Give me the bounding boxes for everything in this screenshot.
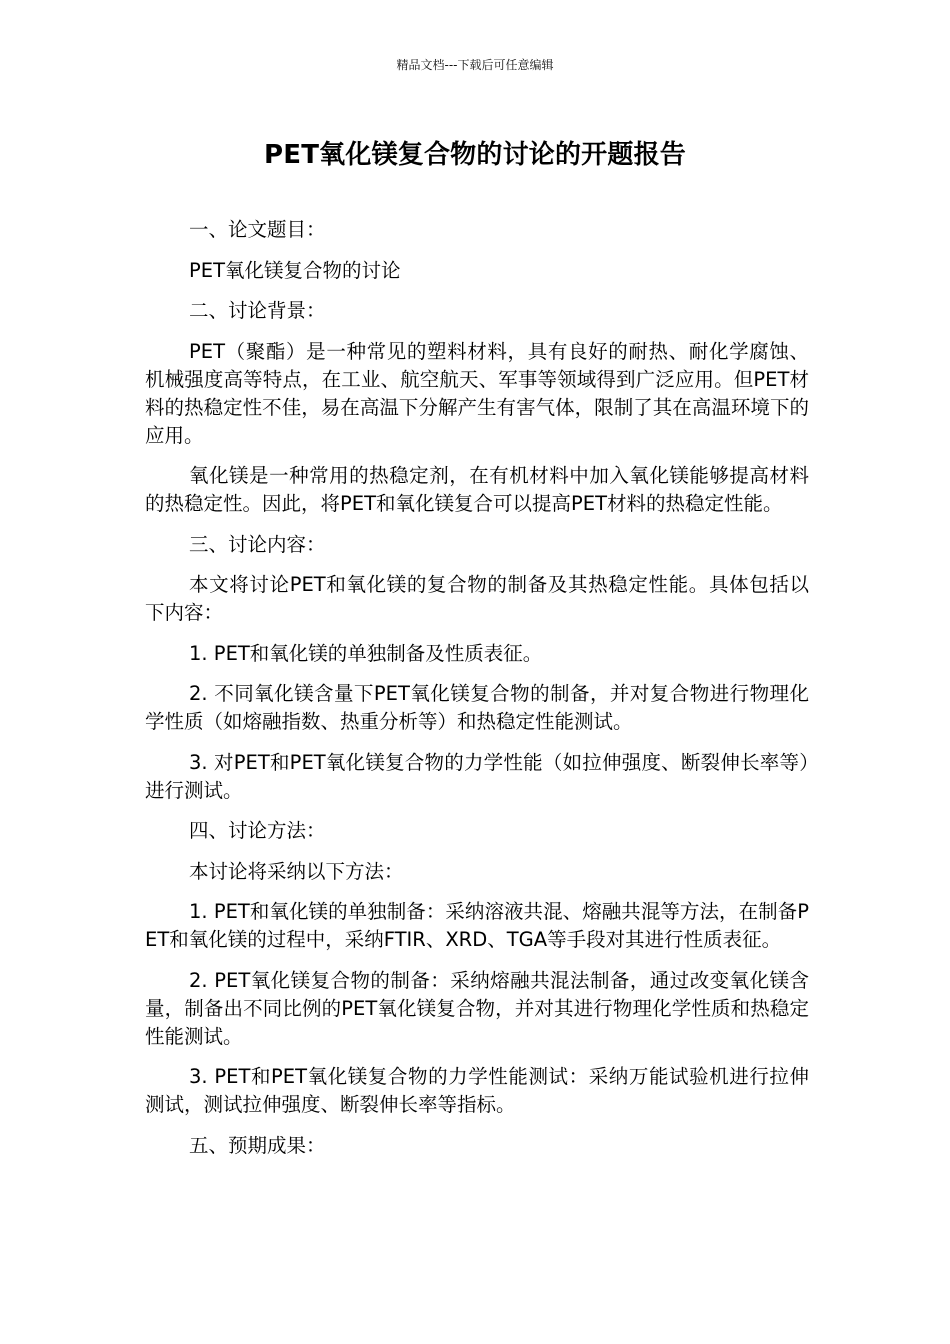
content-intro-paragraph: 本文将讨论PET和氧化镁的复合物的制备及其热稳定性能。具体包括以下内容： <box>145 573 809 624</box>
page-header-watermark: 精品文档---下载后可任意编辑 <box>396 58 554 72</box>
content-list-item-2: 2. 不同氧化镁含量下PET氧化镁复合物的制备，并对复合物进行物理化学性质（如熔融指数、热重分析等）和热稳定性能测试。 <box>145 682 809 733</box>
methods-list-item-2: 2. PET氧化镁复合物的制备：采纳熔融共混法制备，通过改变氧化镁含量，制备出不同比例的PET氧化镁复合物，并对其进行物理化学性质和热稳定性能测试。 <box>145 968 809 1048</box>
document-body <box>145 216 809 1172</box>
document-title: PET氧化镁复合物的讨论的开题报告 <box>264 140 686 170</box>
content-list-item-3: 3. 对PET和PET氧化镁复合物的力学性能（如拉伸强度、断裂伸长率等）进行测试。 <box>145 750 809 802</box>
background-paragraph-mgo: 氧化镁是一种常用的热稳定剂，在有机材料中加入氧化镁能够提高材料的热稳定性。因此，将PET和氧化镁复合可以提高PET材料的热稳定性能。 <box>145 464 809 515</box>
methods-list-item-1: 1. PET和氧化镁的单独制备：采纳溶液共混、熔融共混等方法，在制备PET和氧化镁的过程中，采纳FTIR、XRD、TGA等手段对其进行性质表征。 <box>145 900 809 951</box>
background-paragraph-pet: PET（聚酯）是一种常见的塑料材料，具有良好的耐热、耐化学腐蚀、机械强度高等特点，在工业、航空航天、军事等领域得到广泛应用。但PET材料的热稳定性不佳，易在高温下分解产生有害气体，限制了其在高温环境下的应用。 <box>145 339 809 447</box>
section-heading-methods: 四、讨论方法： <box>189 819 326 842</box>
methods-intro-paragraph: 本讨论将采纳以下方法： <box>189 859 404 883</box>
section-heading-expected-results: 五、预期成果： <box>189 1133 326 1157</box>
section-heading-thesis-title: 一、论文题目： <box>189 218 326 241</box>
thesis-title-text: PET氧化镁复合物的讨论 <box>189 258 401 282</box>
section-heading-content: 三、讨论内容： <box>189 532 326 556</box>
methods-list-item-3: 3. PET和PET氧化镁复合物的力学性能测试：采纳万能试验机进行拉伸测试，测试拉伸强度、断裂伸长率等指标。 <box>145 1065 809 1116</box>
content-list-item-1: 1. PET和氧化镁的单独制备及性质表征。 <box>189 641 543 665</box>
section-heading-background: 二、讨论背景： <box>189 299 326 322</box>
